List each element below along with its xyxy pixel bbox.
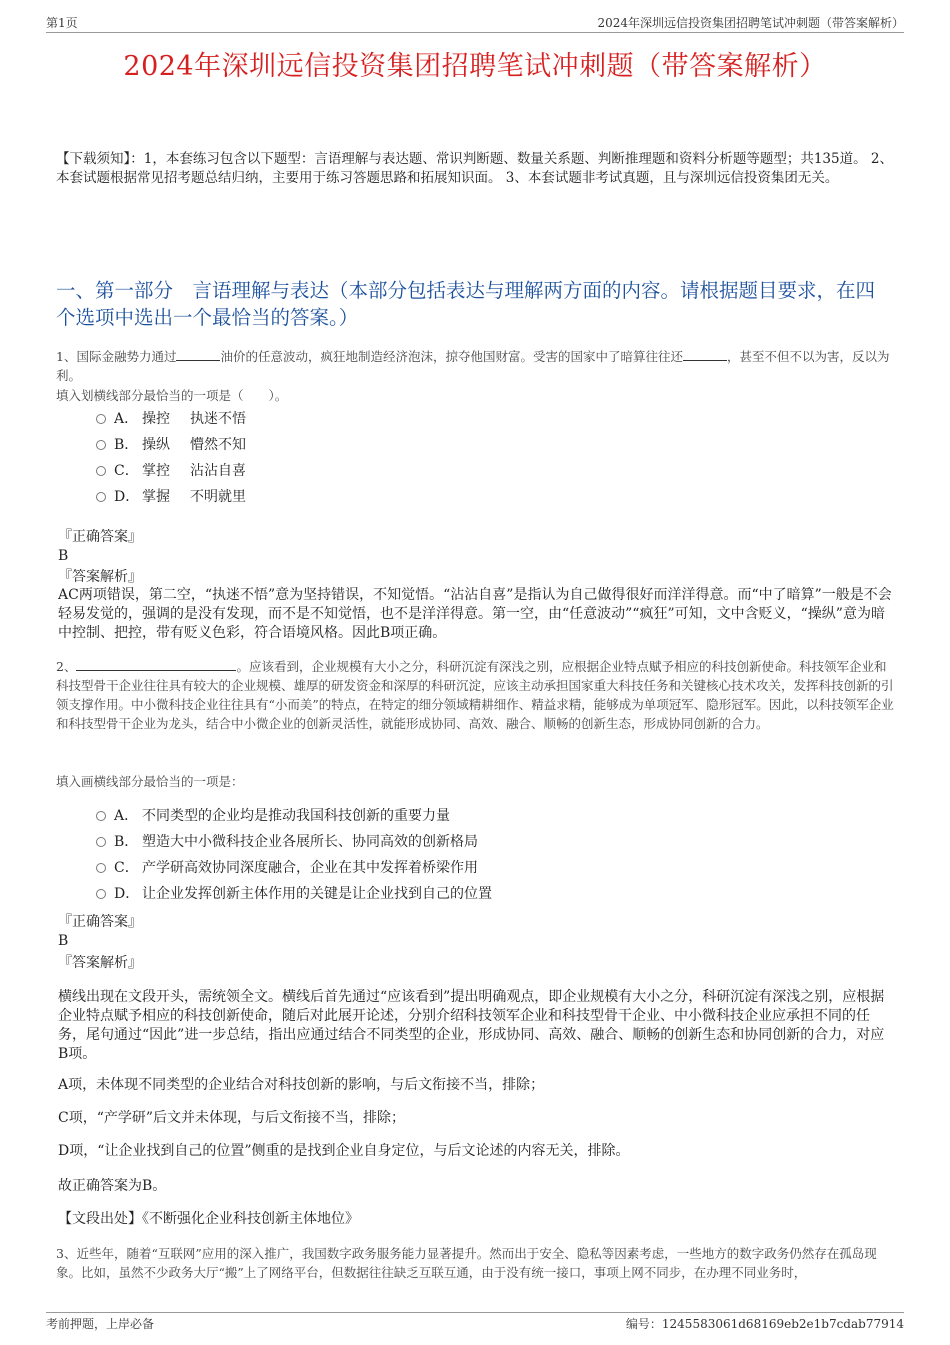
q2-blank [76,657,236,671]
download-notice: 【下载须知】：1，本套练习包含以下题型：言语理解与表达题、常识判断题、数量关系题、判断推理题和资料分析题等题型；共135道。 2、本套试题根据常见招考题总结归纳，主要用于练习答题思路和拓展知识面。 3、本套试题非考试真题，且与深圳远信投资集团无关。 [56,151,893,186]
header-doc-title: 2024年深圳远信投资集团招聘笔试冲刺题（带答案解析） [597,16,904,30]
q2-analysis-option-a: A项，未体现不同类型的企业结合对科技创新的影响，与后文衔接不当，排除； [58,1077,545,1093]
document-title: 2024年深圳远信投资集团招聘笔试冲刺题（带答案解析） [123,51,827,82]
page-header [46,14,904,33]
q2-text: 。应该看到，企业规模有大小之分，科研沉淀有深浅之别，应根据企业特点赋予相应的科技创新使命。科技领军企业和科技型骨干企业往往具有较大的企业规模、雄厚的研发资金和深厚的科研沉淀，应该主动承担国家重大科技任务和关键核心技术攻关，发挥科技创新的引领支撑作用。中小微科技企业往往具有“小而美”的特点，在特定的细分领域精耕细作、精益求精，能够成为单项冠军、隐形冠军。因此，以科技领军企业和科技型骨干企业为龙头，结合中小微企业的创新灵活性，就能形成协同、高效、融合、顺畅的创新生态，形成协同创新的合力。 [56,659,894,731]
radio-icon[interactable] [96,414,106,424]
question-1-stem [56,347,894,385]
q1-text-part-c: ，甚至不但不以为害，反以为利。 [56,349,890,383]
radio-icon[interactable] [96,811,106,821]
q1-option-a[interactable]: A． 操控 执迷不悟 [96,406,246,432]
q1-blank-1 [176,347,220,361]
q2-analysis-option-c: C项，“产学研”后文并未体现，与后文衔接不当，排除； [58,1110,406,1126]
q1-option-d[interactable]: D． 掌握 不明就里 [96,484,246,510]
footer-doc-id: 编号：1245583061d68169eb2e1b7cdab77914 [625,1317,904,1331]
radio-icon[interactable] [96,492,106,502]
q2-analysis-main: 横线出现在文段开头，需统领全文。横线后首先通过“应该看到”提出明确观点，即企业规模有大小之分，科研沉淀有深浅之别，应根据企业特点赋予相应的科技创新使命，随后对此展开论述，分别介绍科技领军企业和科技型骨干企业、中小微科技企业应承担不同的任务，尾句通过“因此”进一步总结，指出应通过结合不同类型的企业，形成协同、高效、融合、顺畅的创新生态和协同创新的合力，对应B项。 [58,989,885,1062]
question-3-stem: 3、近些年，随着“互联网”应用的深入推广，我国数字政务服务能力显著提升。然而出于安全、隐私等因素考虑，一些地方的数字政务仍然存在孤岛现象。比如，虽然不少政务大厅“搬”上了网络平台，但数据往往缺乏互联互通，由于没有统一接口，事项上网不同步，在办理不同业务时， [56,1246,877,1280]
radio-icon[interactable] [96,837,106,847]
q1-option-b[interactable]: B． 操纵 懵然不知 [96,432,246,458]
radio-icon[interactable] [96,863,106,873]
q2-analysis-option-d: D项，“让企业找到自己的位置”侧重的是找到企业自身定位，与后文论述的内容无关，排除。 [58,1143,630,1159]
q1-answer-label: 『正确答案』 [58,529,142,545]
question-2-prompt: 填入画横线部分最恰当的一项是： [56,774,244,789]
q1-option-c[interactable]: C． 掌控 沾沾自喜 [96,458,246,484]
question-2-options [96,803,492,907]
q1-analysis-label: 『答案解析』 [58,569,142,585]
q2-analysis-label: 『答案解析』 [58,955,142,971]
radio-icon[interactable] [96,440,106,450]
q1-text-part-a: 1、国际金融势力通过 [56,349,177,364]
radio-icon[interactable] [96,466,106,476]
q1-answer: B [58,548,69,564]
q2-option-d[interactable]: D． 让企业发挥创新主体作用的关键是让企业找到自己的位置 [96,881,492,907]
q1-blank-2 [683,347,727,361]
q2-source: 【文段出处】《不断强化企业科技创新主体地位》 [58,1211,359,1227]
question-1-options [96,406,246,510]
footer-divider [46,1312,904,1313]
q2-option-b[interactable]: B． 塑造大中小微科技企业各展所长、协同高效的创新格局 [96,829,492,855]
q2-answer: B [58,933,69,949]
footer-slogan: 考前押题，上岸必备 [46,1317,155,1331]
q2-option-c[interactable]: C． 产学研高效协同深度融合，企业在其中发挥着桥梁作用 [96,855,492,881]
page-number: 第1页 [46,16,78,30]
question-1-prompt: 填入划横线部分最恰当的一项是（ ）。 [56,388,288,403]
q2-number: 2、 [56,659,77,674]
question-2-stem [56,657,894,733]
q2-answer-label: 『正确答案』 [58,914,142,930]
q2-conclusion: 故正确答案为B。 [58,1178,167,1194]
radio-icon[interactable] [96,889,106,899]
section-title: 一、第一部分 言语理解与表达（本部分包括表达与理解两方面的内容。请根据题目要求，在四个选项中选出一个最恰当的答案。） [56,279,876,329]
q2-option-a[interactable]: A． 不同类型的企业均是推动我国科技创新的重要力量 [96,803,492,829]
q1-analysis: AC两项错误，第二空，“执迷不悟”意为坚持错误，不知觉悟。“沾沾自喜”是指认为自己做得很好而洋洋得意。而“中了暗算”一般是不会轻易发觉的，强调的是没有发现，而不是不知觉悟，也不是洋洋得意。第一空，由“任意波动”“疯狂”可知，文中含贬义，“操纵”意为暗中控制、把控，带有贬义色彩，符合语境风格。因此B项正确。 [58,587,892,641]
q1-text-part-b: 油价的任意波动，疯狂地制造经济泡沫，掠夺他国财富。受害的国家中了暗算往往还 [220,349,683,364]
